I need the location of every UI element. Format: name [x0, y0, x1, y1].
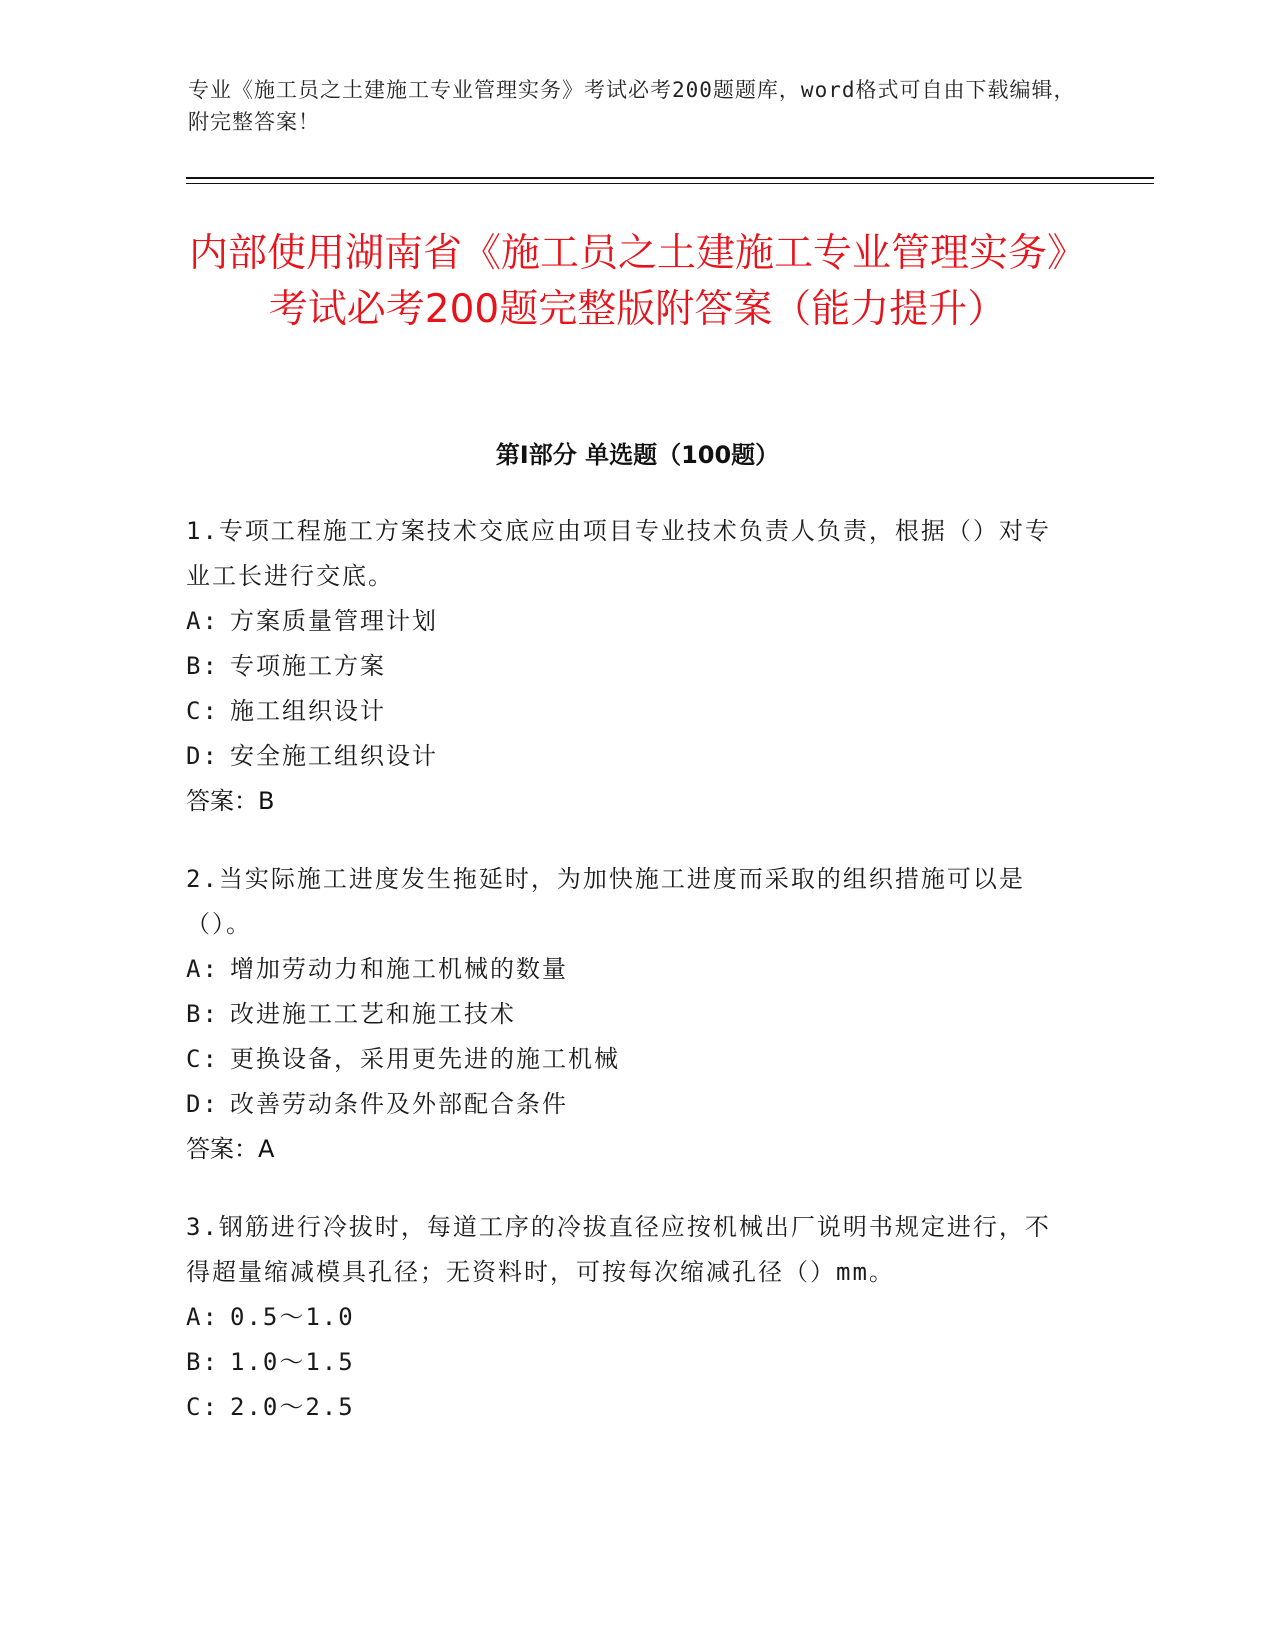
option-key: B: — [186, 652, 219, 680]
option-b — [186, 992, 1066, 1037]
option-key: A: — [186, 607, 219, 635]
option-key: D: — [186, 742, 219, 770]
option-key: B: — [186, 1348, 219, 1376]
option-text: 更换设备，采用更先进的施工机械 — [230, 1045, 620, 1073]
question-stem: 3.钢筋进行冷拔时，每道工序的冷拔直径应按机械出厂说明书规定进行，不得超量缩减模具孔径；无资料时，可按每次缩减孔径（）mm。 — [186, 1213, 1051, 1286]
option-a — [186, 1295, 1066, 1340]
option-text: 改善劳动条件及外部配合条件 — [230, 1090, 568, 1118]
option-key: B: — [186, 1000, 219, 1028]
option-text: 安全施工组织设计 — [230, 742, 438, 770]
question-1 — [186, 509, 1066, 824]
option-d — [186, 734, 1066, 779]
option-key: A: — [186, 1303, 219, 1331]
question-stem: 2.当实际施工进度发生拖延时，为加快施工进度而采取的组织措施可以是（）。 — [186, 865, 1025, 938]
option-c — [186, 689, 1066, 734]
answer-label: 答案：B — [186, 787, 275, 815]
option-a — [186, 599, 1066, 644]
option-text: 方案质量管理计划 — [230, 607, 438, 635]
question-3 — [186, 1205, 1066, 1430]
question-2 — [186, 857, 1066, 1172]
option-key: C: — [186, 1393, 219, 1421]
answer-label: 答案：A — [186, 1135, 275, 1163]
option-text: 0.5～1.0 — [230, 1303, 355, 1331]
option-d — [186, 1082, 1066, 1127]
option-c — [186, 1385, 1066, 1430]
option-b — [186, 644, 1066, 689]
option-key: A: — [186, 955, 219, 983]
header-divider-thin — [186, 183, 1154, 184]
option-text: 增加劳动力和施工机械的数量 — [230, 955, 568, 983]
option-text: 改进施工工艺和施工技术 — [230, 1000, 516, 1028]
option-text: 2.0～2.5 — [230, 1393, 355, 1421]
option-text: 1.0～1.5 — [230, 1348, 355, 1376]
option-text: 专项施工方案 — [230, 652, 386, 680]
option-key: C: — [186, 1045, 219, 1073]
header-divider-thick — [186, 177, 1154, 179]
header-note: 专业《施工员之土建施工专业管理实务》考试必考200题题库，word格式可自由下载编辑，附完整答案！ — [188, 78, 1076, 134]
question-stem: 1.专项工程施工方案技术交底应由项目专业技术负责人负责，根据（）对专业工长进行交底。 — [186, 517, 1051, 590]
option-text: 施工组织设计 — [230, 697, 386, 725]
option-b — [186, 1340, 1066, 1385]
option-a — [186, 947, 1066, 992]
option-c — [186, 1037, 1066, 1082]
document-title: 内部使用湖南省《施工员之土建施工专业管理实务》考试必考200题完整版附答案（能力提升） — [188, 231, 1086, 332]
section-heading: 第I部分 单选题（100题） — [495, 441, 780, 469]
option-key: D: — [186, 1090, 219, 1118]
option-key: C: — [186, 697, 219, 725]
